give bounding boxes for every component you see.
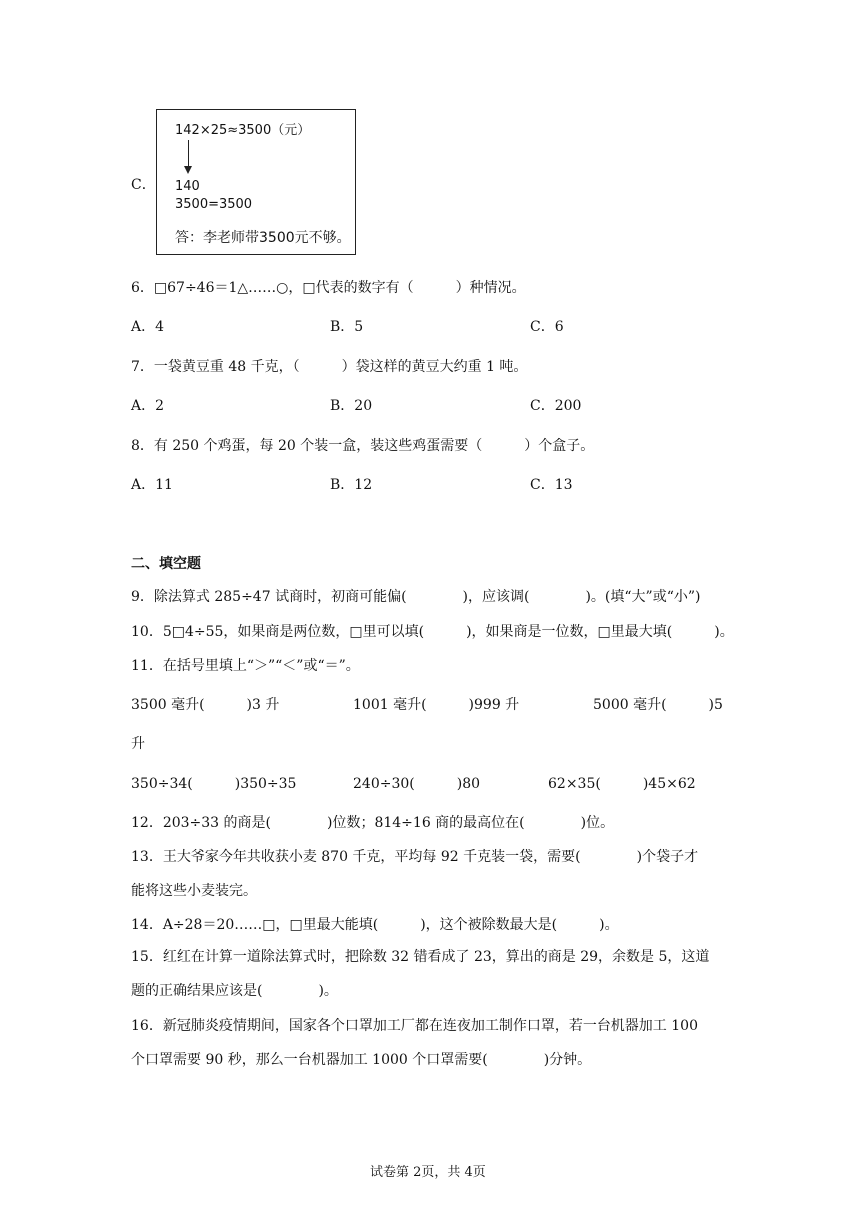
box-line-2: 140 [175,179,200,194]
q7-option-c[interactable]: C．200 [530,398,582,414]
q14-text: 14．A÷28＝20……□，□里最大能填( )，这个被除数最大是( )。 [131,917,619,933]
q11-row2-item3: 62×35( )45×62 [548,776,696,792]
down-arrow-icon [188,140,189,168]
q8-option-c[interactable]: C．13 [530,477,573,493]
q11-row1-wrap: 升 [131,736,145,752]
q11-text: 11．在括号里填上“＞”“＜”或“＝”。 [131,658,360,674]
q15-line2: 题的正确结果应该是( )。 [131,983,338,999]
q15-line1: 15．红红在计算一道除法算式时，把除数 32 错看成了 23，算出的商是 29，余数是 5，这道 [131,949,710,965]
page-footer: 试卷第 2页，共 4页 [370,1165,486,1180]
q8-text: 8．有 250 个鸡蛋，每 20 个装一盒，装这些鸡蛋需要（ ）个盒子。 [131,438,595,454]
box-line-1: 142×25≈3500（元） [175,123,311,138]
q13-line2: 能将这些小麦装完。 [131,883,257,899]
q13-line1: 13．王大爷家今年共收获小麦 870 千克，平均每 92 千克装一袋，需要( )个袋子才 [131,849,699,865]
q6-option-a[interactable]: A．4 [131,319,165,335]
q11-row1-item3: 5000 毫升( )5 [593,697,723,713]
q11-row2-item2: 240÷30( )80 [353,776,481,792]
down-arrow-head-icon [184,166,192,174]
q5-option-c-label[interactable]: C． [131,177,156,193]
q6-option-c[interactable]: C．6 [530,319,564,335]
q10-text: 10．5□4÷55，如果商是两位数，□里可以填( )，如果商是一位数，□里最大填( )。 [131,624,734,640]
q16-line1: 16．新冠肺炎疫情期间，国家各个口罩加工厂都在连夜加工制作口罩，若一台机器加工 100 [131,1018,698,1034]
q11-row2-item1: 350÷34( )350÷35 [131,776,297,792]
q16-line2: 个口罩需要 90 秒，那么一台机器加工 1000 个口罩需要( )分钟。 [131,1052,592,1068]
q5-option-c-box [156,109,356,255]
q11-row1-item1: 3500 毫升( )3 升 [131,697,280,713]
q7-option-b[interactable]: B．20 [330,398,373,414]
box-line-4: 答：李老师带3500元不够。 [175,230,351,246]
q8-option-b[interactable]: B．12 [330,477,373,493]
q6-option-b[interactable]: B．5 [330,319,364,335]
q12-text: 12．203÷33 的商是( )位数；814÷16 商的最高位在( )位。 [131,815,615,831]
q7-text: 7．一袋黄豆重 48 千克，（ ）袋这样的黄豆大约重 1 吨。 [131,359,528,375]
q8-option-a[interactable]: A．11 [131,477,173,493]
section-title-fill-blank: 二、填空题 [131,556,201,572]
q7-option-a[interactable]: A．2 [131,398,165,414]
q6-text: 6．□67÷46＝1△……○，□代表的数字有（ ）种情况。 [131,280,526,296]
box-line-3: 3500=3500 [175,197,253,212]
q11-row1-item2: 1001 毫升( )999 升 [353,697,520,713]
q9-text: 9．除法算式 285÷47 试商时，初商可能偏( )，应该调( )。(填“大”或“小”) [131,589,701,605]
